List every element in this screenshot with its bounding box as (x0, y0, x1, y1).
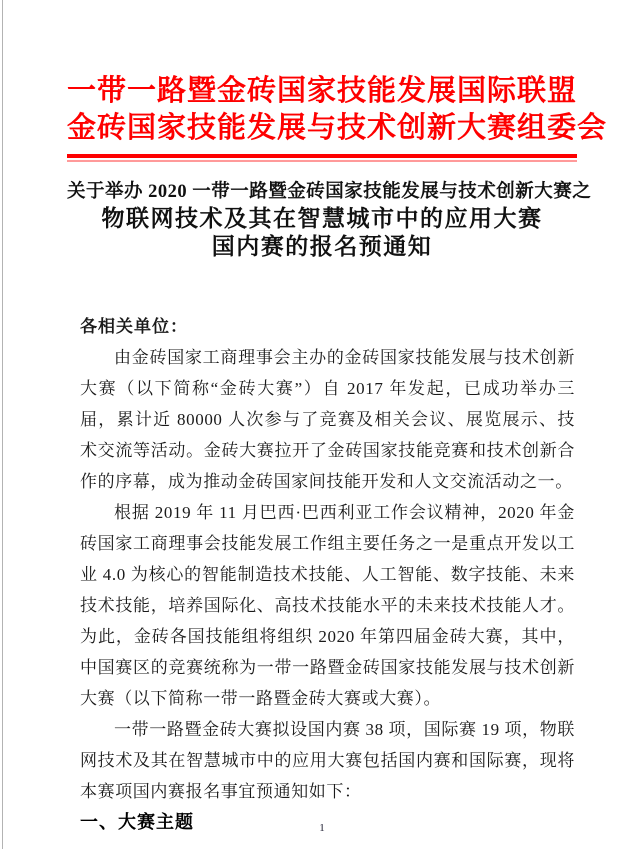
paragraph-2: 根据 2019 年 11 月巴西·巴西利亚工作会议精神，2020 年金砖国家工商理事会技能发展工作组主要任务之一是重点开发以工业 4.0 为核心的智能制造技术技能、人工智能、数字技能、未来技术技能，培养国际化、高技术技能水平的未来技术技能人才。为此，金砖各国技能组将组织 2020 年第四届金砖大赛，其中，中国赛区的竞赛统称为一带一路暨金砖国家技能发展与技术创新大赛（以下简称一带一路暨金砖大赛或大赛）。 (80, 503, 575, 708)
letterhead (67, 73, 608, 162)
divider-thick-line (67, 154, 577, 158)
document-body (67, 311, 577, 838)
page-footer (0, 818, 644, 836)
salutation: 各相关单位： (80, 317, 188, 336)
section-heading-theme: 一、大赛主题 (80, 812, 194, 832)
divider-thin-line (67, 160, 577, 162)
page-edge-line (2, 0, 3, 849)
paragraph-1: 由金砖国家工商理事会主办的金砖国家技能发展与技术创新大赛（以下简称“金砖大赛”）自 2017 年发起，已成功举办三届，累计近 80000 人次参与了竞赛及相关会议、展览展示、技术交流等活动。金砖大赛拉开了金砖国家技能竞赛和技术创新合作的序幕，成为推动金砖国家间技能开发和人文交流活动之一。 (80, 348, 575, 491)
letterhead-org-line2: 金砖国家技能发展与技术创新大赛组委会 (67, 112, 608, 144)
page-number: 1 (319, 822, 325, 834)
title-main-line1: 物联网技术及其在智慧城市中的应用大赛 (101, 206, 543, 231)
paragraph-3: 一带一路暨金砖大赛拟设国内赛 38 项，国际赛 19 项，物联网技术及其在智慧城市中的应用大赛包括国内赛和国际赛，现将本赛项国内赛报名事宜预通知如下： (80, 720, 575, 801)
title-subtitle-line: 关于举办 2020 一带一路暨金砖国家技能发展与技术创新大赛之 (67, 182, 592, 202)
letterhead-org-line1: 一带一路暨金砖国家技能发展国际联盟 (67, 75, 578, 107)
letterhead-divider (67, 154, 577, 162)
document-title (67, 180, 592, 261)
title-main-line2: 国内赛的报名预通知 (211, 234, 433, 259)
